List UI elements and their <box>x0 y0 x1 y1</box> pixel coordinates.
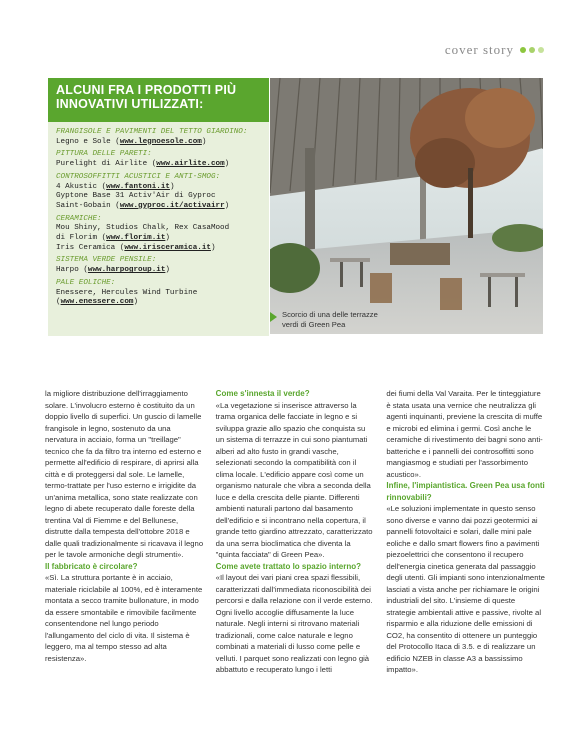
products-list <box>48 122 269 336</box>
product-category: CONTROSOFFITTI ACUSTICI E ANTI-SMOG: <box>56 172 221 181</box>
product-link[interactable]: www.florim.it <box>106 234 166 243</box>
product-item: di Florim (www.florim.it) <box>56 234 170 243</box>
paragraph: dei fiumi della Val Varaita. Per le tinteggiature è stata usata una vernice che neutralizza gli agenti inquinanti, previene la crescita di muffe e microbi ed elimina i germi. Così anche le ceramiche di rivestimento dei bagni sono anti-batteriche e i pannelli dei controsoffitti sono mangiasmog e studiati per l'assorbimento acustico». <box>386 389 543 479</box>
paragraph: «La vegetazione si inserisce attraverso la trama organica delle facciate in legno e si sviluppa grazie allo spazio che conquista su un sistema di terrazze in cui sono piantumati alberi ad alto fusto in grandi vasche, selezionati secondo la compatibilità con il clima locale. L'edificio appare così come un organismo naturale che vibra a seconda della luce e della crescita delle piante. Differenti ambienti naturali partono dal basamento dell'edificio e si incontrano nella copertura, il grande tetto giardino attrezzato, caratterizzato da una serra bioclimatica che diventa la "quinta facciata" di Green Pea». <box>215 400 373 559</box>
terrace-illustration <box>270 78 543 334</box>
question-heading: Infine, l'impiantistica. Green Pea usa fonti rinnovabili? <box>386 481 545 502</box>
product-link[interactable]: www.fantoni.it <box>106 182 170 191</box>
products-banner <box>48 78 269 122</box>
product-item: Gyptone Base 31 Activ'Air di Gyproc <box>56 192 216 201</box>
dot-icon <box>529 47 535 53</box>
product-item: Enessere, Hercules Wind Turbine <box>56 288 198 297</box>
product-category: SISTEMA VERDE PENSILE: <box>56 256 157 265</box>
banner-line-1: ALCUNI FRA I PRODOTTI PIÙ <box>56 83 237 97</box>
terrace-photo <box>270 78 543 334</box>
text-column-2 <box>216 388 375 676</box>
product-category: FRANGISOLE E PAVIMENTI DEL TETTO GIARDINO: <box>56 128 248 136</box>
product-link[interactable]: www.enessere.com <box>60 298 134 307</box>
product-category: CERAMICHE: <box>56 214 102 223</box>
text-column-1 <box>45 388 204 676</box>
product-item: Purelight di Airlite (www.airlite.com) <box>56 160 230 169</box>
paragraph: «Le soluzioni implementate in questo senso sono diverse e vanno dai pozzi geotermici ai pannelli fotovoltaici e solari, dalle mini pale eoliche e dallo smart flowers fino a pavimenti piezoelettrici che consentono il recupero dell'energia cinetica generata dal passaggio degli utenti. Gli impianti sono intenzionalmente lasciati a vista anche per richiamare le origini industriali del sito. L'insieme di queste strategie ambientali attive e passive, rivolte al risparmio e alla riduzione delle emissioni di CO2, ha consentito di ottenere un punteggio del Protocollo Itaca di 3.5. e di realizzare un edificio NZEB in classe A3 a bassissimo impatto». <box>386 504 545 674</box>
photo-caption <box>270 310 392 329</box>
question-heading: Come avete trattato lo spazio interno? <box>215 561 362 571</box>
banner-line-2: INNOVATIVI UTILIZZATI: <box>56 97 204 111</box>
article-body <box>45 388 545 676</box>
caption-arrow-icon <box>270 312 277 322</box>
product-category: PALE EOLICHE: <box>56 278 116 287</box>
section-title: cover story <box>444 42 514 57</box>
text-column-3 <box>386 388 545 676</box>
product-link[interactable]: www.harpogroup.it <box>87 266 166 275</box>
product-item: Mou Shiny, Studios Chalk, Rex CasaMood <box>56 224 230 233</box>
paragraph: la migliore distribuzione dell'irraggiamento solare. L'involucro esterno è costituito da un doppio livello di superfici. Un guscio di lamelle frangisole in legno, sostenuto da una nervatura in acciaio, forma un "treillage" tecnico che fa da filtro tra interno ed esterno e permette all'edificio di respirare, di aprirsi alla città e di proteggersi dal sole. Le lamelle, termo-trattate per l'uso esterno e irrigidite da un'anima metallica, sono state realizzate con legno di abete recuperato dalle foreste della trentina Val di Fiemme e del Bellunese, distrutte dalla tempesta dell'ottobre 2018 e dalle quali tradizionalmente si ricavava il legno per le tavole armoniche degli strumenti». <box>45 389 204 559</box>
caption-text: Scorcio di una delle terrazze verdi di Green Pea <box>282 310 378 329</box>
paragraph: «Sì. La struttura portante è in acciaio, materiale riciclabile al 100%, ed è interamente montata a secco tramite bullonature, in modo da essere smontabile e rimovibile facilmente consentendone nel lungo periodo l'allungamento del ciclo di vita. Il sistema è leggero, ma al tempo stesso ad alta resistenza». <box>45 573 203 663</box>
product-link[interactable]: www.legnoesole.com <box>119 137 202 146</box>
paragraph: «Il layout dei vari piani crea spazi flessibili, caratterizzati dall'immediata riconoscibilità dei percorsi e dalla relazione con il verde esterno. Ogni livello accoglie diffusamente la luce naturale. Negli interni si ritrovano materiali tradizionali, come calce naturale e legno combinati a materiali di lusso come pelle e velluti. I parquet sono realizzati con legno già abbattuto e recuperato lungo i letti <box>215 573 373 674</box>
product-item: Saint-Gobain (www.gyproc.it/activairr) <box>56 201 230 210</box>
dot-icon <box>520 47 526 53</box>
products-box <box>48 78 269 336</box>
product-link[interactable]: www.gyproc.it/activairr <box>119 201 225 210</box>
question-heading: Come s'innesta il verde? <box>215 389 310 398</box>
product-item: (www.enessere.com) <box>56 298 139 307</box>
product-link[interactable]: www.airlite.com <box>156 160 225 169</box>
product-link[interactable]: www.irisceramica.it <box>124 243 211 252</box>
section-dots <box>520 47 544 53</box>
dot-icon <box>538 47 544 53</box>
product-category: PITTURA DELLE PARETI: <box>56 150 152 159</box>
question-heading: Il fabbricato è circolare? <box>45 561 138 571</box>
product-item: Legno e Sole (www.legnoesole.com) <box>56 137 207 146</box>
product-item: 4 Akustic (www.fantoni.it) <box>56 182 175 191</box>
product-item: Iris Ceramica (www.irisceramica.it) <box>56 243 216 252</box>
product-item: Harpo (www.harpogroup.it) <box>56 266 170 275</box>
page-header <box>445 42 544 58</box>
